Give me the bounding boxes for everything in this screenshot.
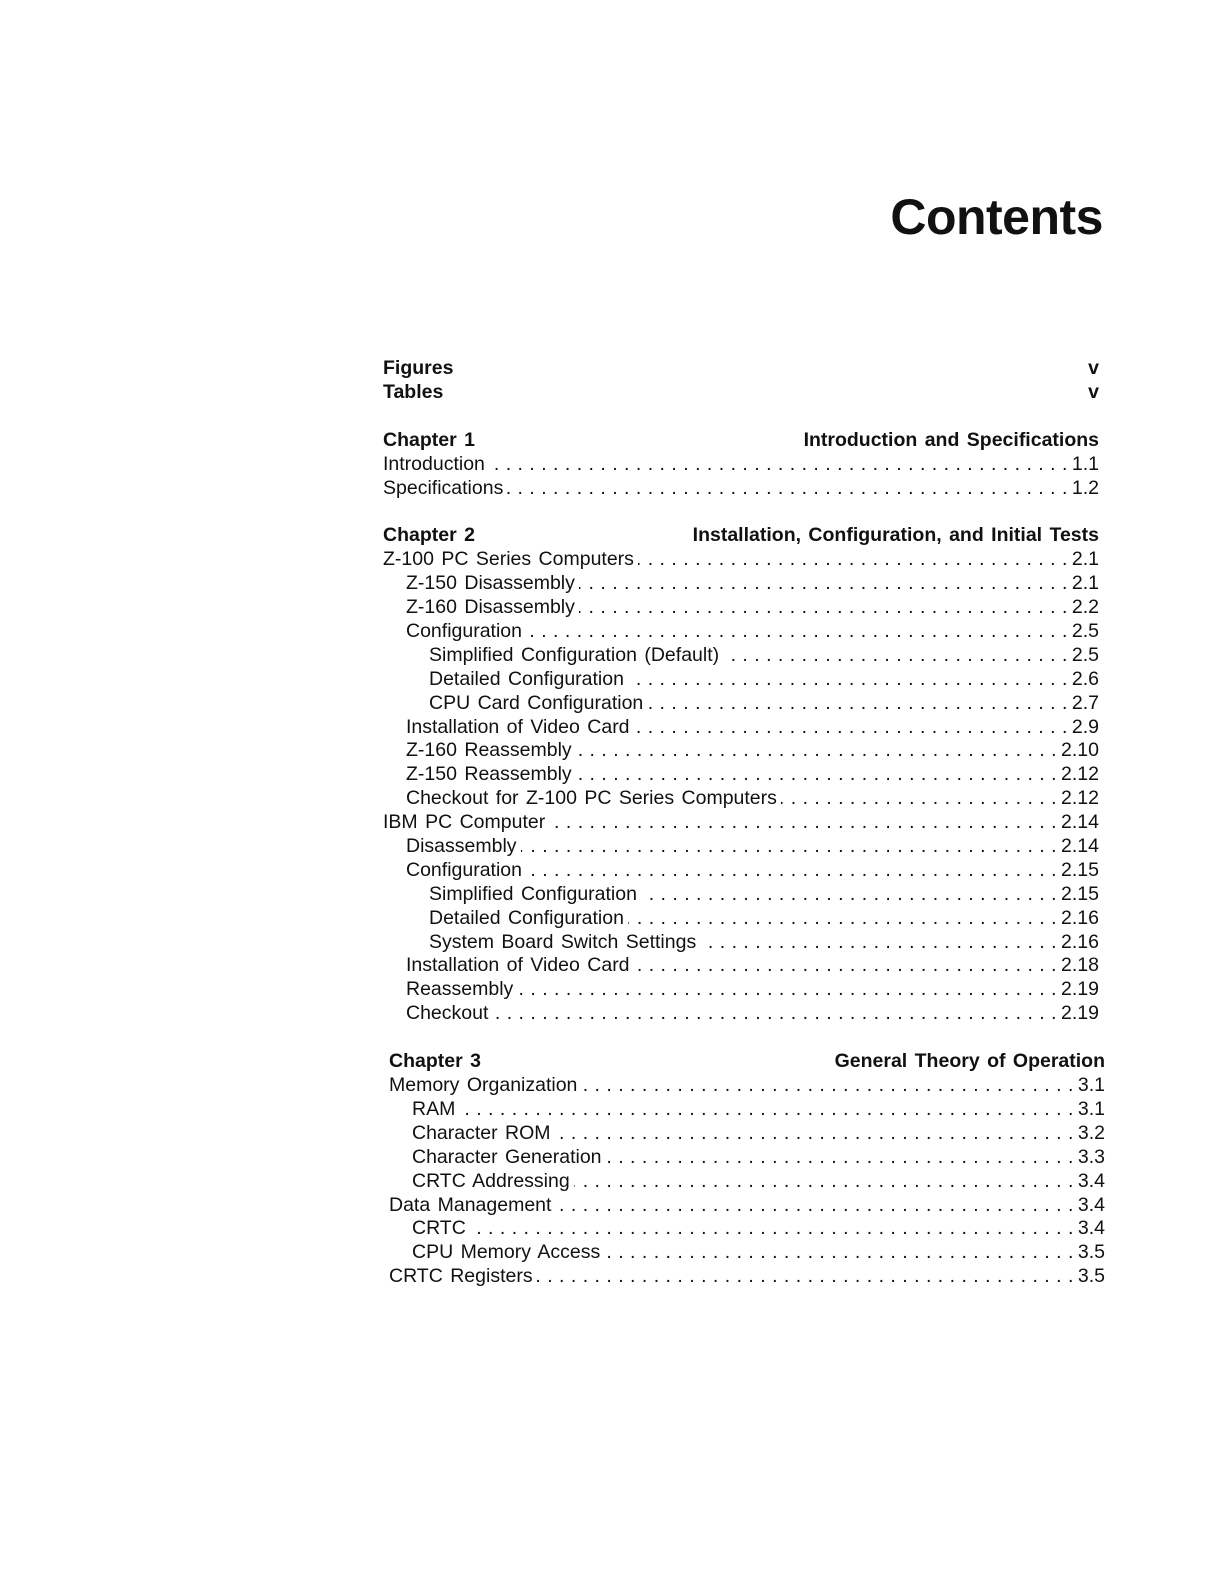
toc-entry-page: 2.12: [1061, 787, 1099, 810]
toc-entry-page: 2.1: [1071, 548, 1099, 571]
chapter-heading[interactable]: [383, 524, 1099, 548]
toc-entry-page: 2.5: [1071, 643, 1099, 666]
toc-entry-label: Simplified Configuration (Default): [429, 643, 720, 666]
toc-entry-page: 2.18: [1061, 954, 1099, 977]
toc-entry[interactable]: [383, 716, 1099, 740]
dot-leader: [507, 477, 1068, 501]
toc-entry-page: 2.14: [1061, 811, 1099, 834]
toc-entry[interactable]: [389, 1170, 1105, 1194]
toc-entry-label: Introduction: [383, 452, 485, 475]
dot-leader: [459, 1098, 1074, 1122]
dot-leader: [700, 931, 1057, 955]
toc-entry-page: 2.5: [1071, 620, 1099, 643]
toc-entry-page: 2.15: [1061, 882, 1099, 905]
toc-entry-page: 3.4: [1077, 1169, 1105, 1192]
toc-entry[interactable]: [383, 1002, 1099, 1026]
toc-entry-label: Configuration: [406, 620, 522, 643]
dot-leader: [638, 548, 1068, 572]
toc-entry[interactable]: [383, 859, 1099, 883]
toc-entry-page: 3.2: [1077, 1121, 1105, 1144]
toc-entry[interactable]: [383, 596, 1099, 620]
toc-entry[interactable]: [389, 1098, 1105, 1122]
dot-leader: [526, 859, 1057, 883]
toc-entry-label: Tables: [383, 380, 444, 403]
toc-entry-label: Memory Organization: [389, 1074, 578, 1097]
toc-entry-page: 2.19: [1061, 978, 1099, 1001]
toc-entry-label: Reassembly: [406, 978, 514, 1001]
dot-leader: [555, 1122, 1074, 1146]
toc-entry-page: 2.9: [1071, 715, 1099, 738]
toc-entry-label: Simplified Configuration: [429, 882, 637, 905]
toc-entry[interactable]: [383, 477, 1099, 501]
toc-entry-page: 2.12: [1061, 763, 1099, 786]
toc-entry-page: 2.2: [1071, 596, 1099, 619]
dot-leader: [628, 668, 1068, 692]
toc-entry-page: 3.4: [1077, 1217, 1105, 1240]
page-title: Contents: [890, 189, 1103, 245]
toc-entry[interactable]: [383, 668, 1099, 692]
toc-entry[interactable]: [383, 883, 1099, 907]
toc-entry[interactable]: [383, 811, 1099, 835]
toc-entry-page: 2.6: [1071, 667, 1099, 690]
toc-entry[interactable]: [383, 835, 1099, 859]
toc-entry-label: Z-150 Disassembly: [406, 572, 575, 595]
chapter-title: Installation, Configuration, and Initial Tests: [692, 524, 1099, 547]
toc-entry-page: 1.2: [1071, 476, 1099, 499]
chapter-title: Introduction and Specifications: [803, 428, 1099, 451]
toc-entry-page: 2.10: [1061, 739, 1099, 762]
toc-entry[interactable]: [383, 692, 1099, 716]
dot-leader: [723, 644, 1068, 668]
dot-leader: [647, 692, 1068, 716]
toc-entry-label: Specifications: [383, 476, 504, 499]
toc-entry-label: System Board Switch Settings: [429, 930, 697, 953]
toc-entry[interactable]: [389, 1241, 1105, 1265]
toc-entry-page: 2.15: [1061, 858, 1099, 881]
toc-entry-label: Detailed Configuration: [429, 906, 624, 929]
toc-entry[interactable]: [383, 453, 1099, 477]
toc-entry[interactable]: [389, 1265, 1105, 1289]
dot-leader: [492, 1002, 1057, 1026]
toc-entry[interactable]: [383, 644, 1099, 668]
toc-entry[interactable]: [389, 1122, 1105, 1146]
toc-entry[interactable]: [383, 620, 1099, 644]
toc-entry[interactable]: [389, 1146, 1105, 1170]
toc-entry-label: Installation of Video Card: [406, 954, 630, 977]
toc-entry-label: RAM: [412, 1097, 456, 1120]
toc-entry-label: CRTC: [412, 1217, 466, 1240]
toc-entry-label: Detailed Configuration: [429, 667, 624, 690]
toc-entry[interactable]: [383, 572, 1099, 596]
chapter-title: General Theory of Operation: [834, 1050, 1105, 1073]
dot-leader: [517, 978, 1057, 1002]
dot-leader: [634, 716, 1068, 740]
toc-entry-label: Character ROM: [412, 1121, 551, 1144]
dot-leader: [549, 811, 1057, 835]
toc-entry-page: 3.1: [1077, 1074, 1105, 1097]
chapter-label: Chapter 1: [383, 428, 475, 451]
toc-entry-label: Data Management: [389, 1193, 552, 1216]
toc-entry-label: Checkout: [406, 1002, 489, 1025]
toc-entry-page: v: [1088, 357, 1099, 379]
chapter-label: Chapter 3: [389, 1050, 481, 1073]
toc-entry-page: 2.1: [1071, 572, 1099, 595]
toc-entry-label: Checkout for Z-100 PC Series Computers: [406, 787, 777, 810]
toc-entry-tables[interactable]: [383, 381, 1099, 405]
toc-entry-page: 3.4: [1077, 1193, 1105, 1216]
toc-entry-label: Z-160 Reassembly: [406, 739, 572, 762]
chapter-3-block: [389, 1050, 1105, 1289]
toc-entry[interactable]: [383, 787, 1099, 811]
toc-entry-label: Configuration: [406, 858, 522, 881]
dot-leader: [470, 1217, 1074, 1241]
toc-entry-page: 2.16: [1061, 906, 1099, 929]
table-of-contents: [383, 357, 1105, 1289]
toc-entry-label: CRTC Addressing: [412, 1169, 570, 1192]
toc-entry[interactable]: [383, 548, 1099, 572]
toc-entry-page: 2.7: [1071, 691, 1099, 714]
toc-entry[interactable]: [383, 739, 1099, 763]
dot-leader: [576, 763, 1057, 787]
toc-entry[interactable]: [389, 1217, 1105, 1241]
chapter-label: Chapter 2: [383, 524, 475, 547]
dot-leader: [641, 883, 1057, 907]
toc-entry[interactable]: [383, 763, 1099, 787]
toc-entry-page: 3.5: [1077, 1265, 1105, 1288]
dot-leader: [526, 620, 1068, 644]
dot-leader: [489, 453, 1068, 477]
toc-entry[interactable]: [389, 1074, 1105, 1098]
dot-leader: [537, 1265, 1074, 1289]
dot-leader: [604, 1241, 1074, 1265]
toc-entry-label: Z-160 Disassembly: [406, 596, 575, 619]
toc-entry-page: 2.14: [1061, 835, 1099, 858]
toc-entry[interactable]: [383, 954, 1099, 978]
toc-entry-label: Z-150 Reassembly: [406, 763, 572, 786]
toc-entry-label: Disassembly: [406, 835, 517, 858]
dot-leader: [634, 954, 1058, 978]
toc-entry-label: Installation of Video Card: [406, 715, 630, 738]
dot-leader: [555, 1194, 1073, 1218]
toc-entry-label: CRTC Registers: [389, 1265, 533, 1288]
toc-entry[interactable]: [383, 978, 1099, 1002]
chapter-heading[interactable]: [383, 429, 1099, 453]
toc-entry-page: 3.5: [1077, 1241, 1105, 1264]
toc-entry[interactable]: [383, 907, 1099, 931]
dot-leader: [579, 572, 1068, 596]
toc-entry-page: 3.3: [1077, 1145, 1105, 1168]
toc-entry[interactable]: [389, 1194, 1105, 1218]
dot-leader: [606, 1146, 1074, 1170]
toc-entry-page: 2.16: [1061, 930, 1099, 953]
toc-entry-page: v: [1088, 380, 1099, 403]
toc-entry-label: Z-100 PC Series Computers: [383, 548, 634, 571]
toc-entry-label: Character Generation: [412, 1145, 602, 1168]
dot-leader: [576, 739, 1057, 763]
dot-leader: [521, 835, 1058, 859]
toc-entry-label: IBM PC Computer: [383, 811, 546, 834]
dot-leader: [574, 1170, 1074, 1194]
toc-entry[interactable]: [383, 931, 1099, 955]
toc-entry-page: 1.1: [1071, 452, 1099, 475]
toc-entry-page: 3.1: [1077, 1097, 1105, 1120]
toc-entry-label: CPU Memory Access: [412, 1241, 601, 1264]
toc-entry-label: CPU Card Configuration: [429, 691, 644, 714]
chapter-heading[interactable]: [389, 1050, 1105, 1074]
dot-leader: [781, 787, 1057, 811]
toc-entry-figures[interactable]: [383, 357, 1099, 381]
toc-entry-page: 2.19: [1061, 1002, 1099, 1025]
dot-leader: [579, 596, 1068, 620]
dot-leader: [581, 1074, 1073, 1098]
toc-entry-label: Figures: [383, 357, 454, 379]
dot-leader: [628, 907, 1057, 931]
